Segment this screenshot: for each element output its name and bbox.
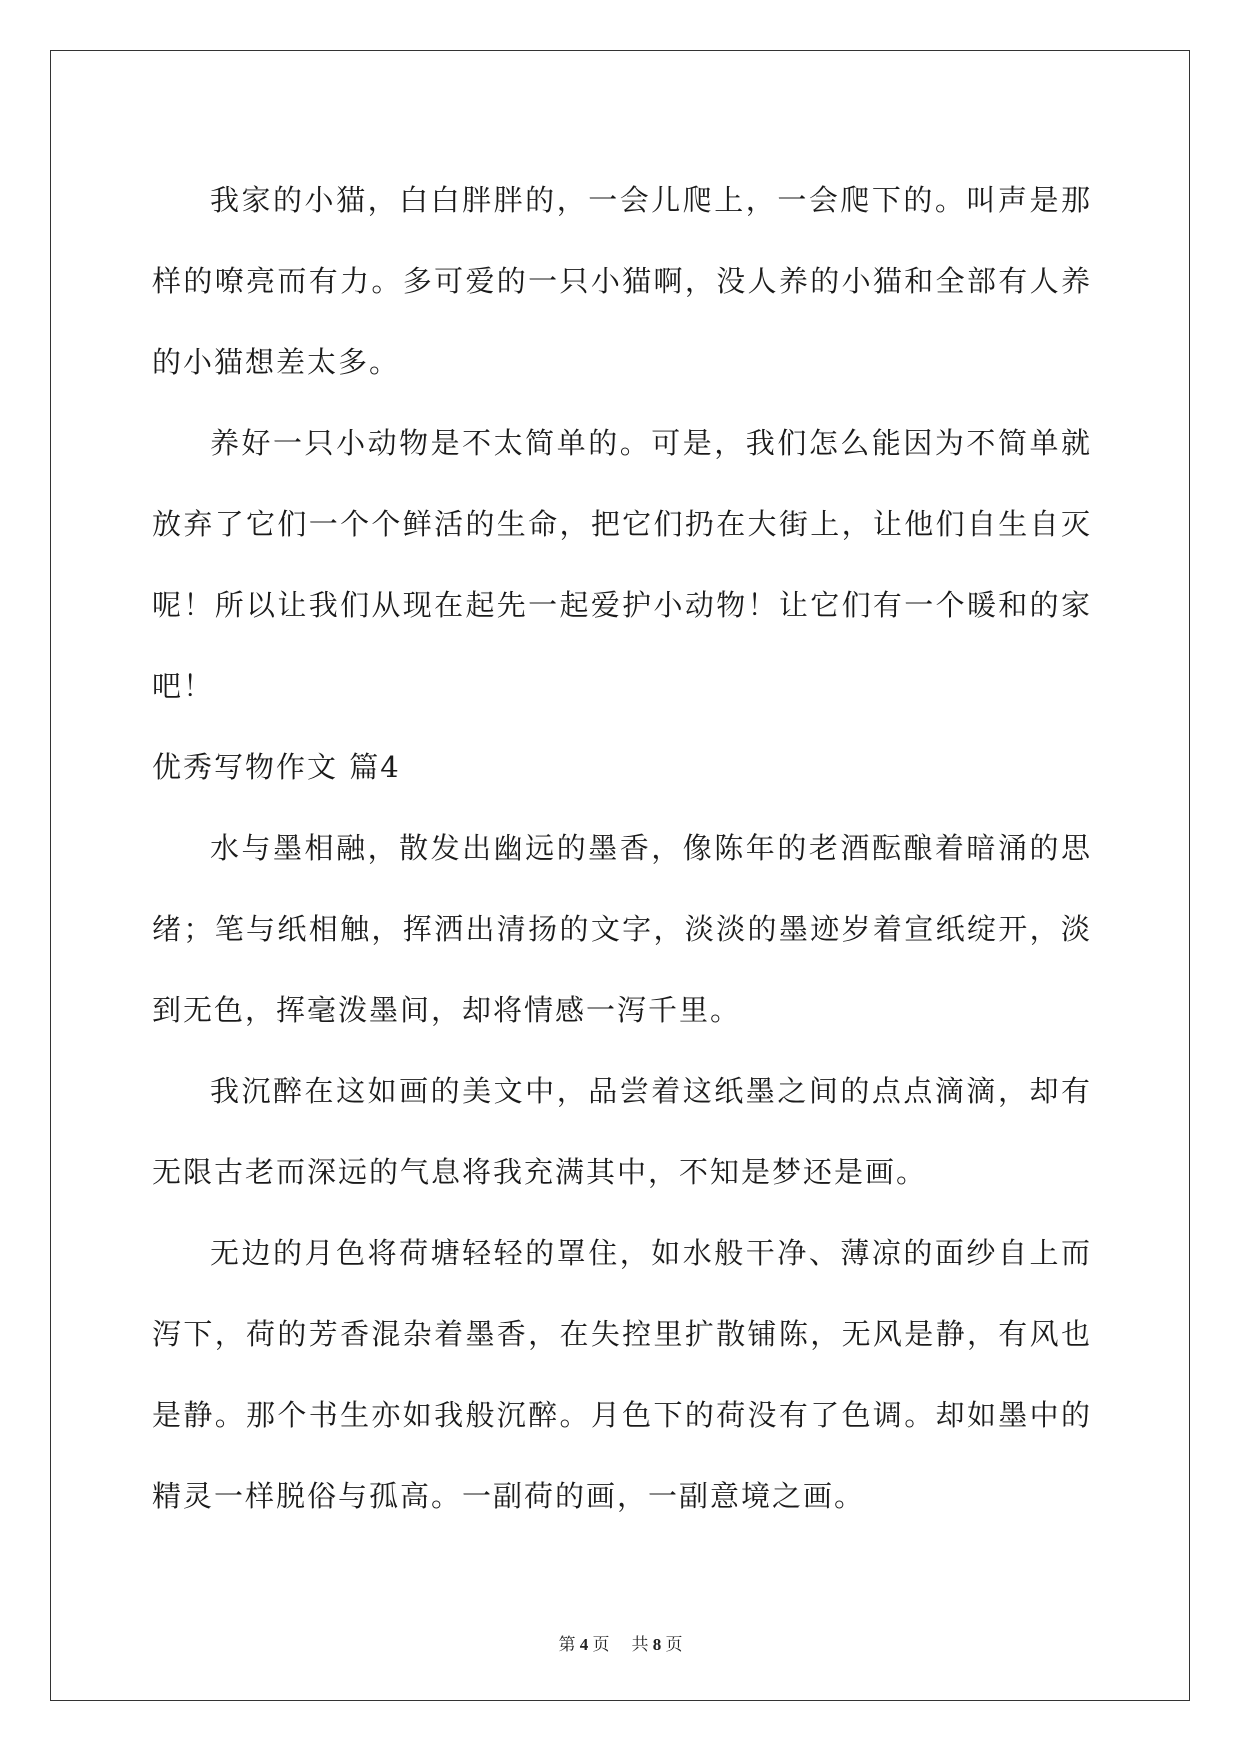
paragraph: 养好一只小动物是不太简单的。可是，我们怎么能因为不简单就放弃了它们一个个鲜活的生命，把它们扔在大街上，让他们自生自灭呢！所以让我们从现在起先一起爱护小动物！让它们有一个暖和的家吧！ xyxy=(152,426,1092,703)
paragraph: 我家的小猫，白白胖胖的，一会儿爬上，一会爬下的。叫声是那样的嘹亮而有力。多可爱的一只小猫啊，没人养的小猫和全部有人养的小猫想差太多。 xyxy=(152,183,1092,379)
page-number: 第 4 页 xyxy=(558,1635,610,1654)
total-pages: 共 8 页 xyxy=(631,1635,683,1654)
document-body xyxy=(152,160,1092,1537)
paragraph: 我沉醉在这如画的美文中，品尝着这纸墨之间的点点滴滴，却有无限古老而深远的气息将我充满其中，不知是梦还是画。 xyxy=(152,1074,1092,1189)
paragraph: 无边的月色将荷塘轻轻的罩住，如水般干净、薄凉的面纱自上而泻下，荷的芳香混杂着墨香，在失控里扩散铺陈，无风是静，有风也是静。那个书生亦如我般沉醉。月色下的荷没有了色调。却如墨中的精灵一样脱俗与孤高。一副荷的画，一副意境之画。 xyxy=(152,1236,1092,1513)
paragraph: 水与墨相融，散发出幽远的墨香，像陈年的老酒酝酿着暗涌的思绪；笔与纸相触，挥洒出清扬的文字，淡淡的墨迹岁着宣纸绽开，淡到无色，挥毫泼墨间，却将情感一泻千里。 xyxy=(152,831,1092,1027)
section-heading: 优秀写物作文 篇4 xyxy=(152,750,401,784)
page-footer xyxy=(0,1630,1241,1655)
